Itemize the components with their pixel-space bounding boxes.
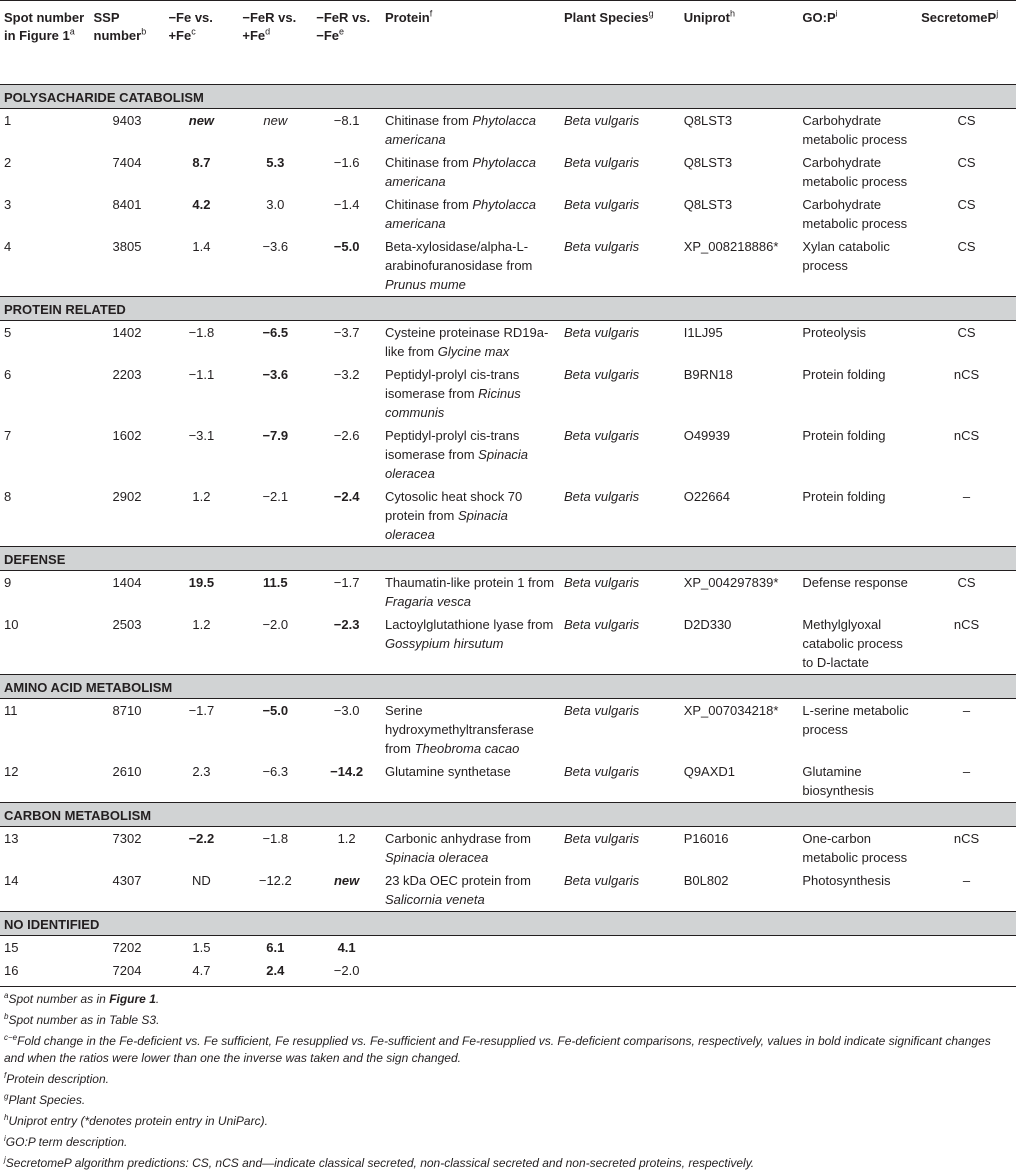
cell-spot: 10 (4, 617, 19, 632)
cell-species: Beta vulgaris (564, 831, 640, 846)
cell-spot: 3 (4, 197, 12, 212)
cell-go: Carbohydrate metabolic process (802, 113, 908, 147)
cell-species: Beta vulgaris (564, 113, 640, 128)
cell-secretome: nCS (953, 831, 980, 846)
cell-fer-vs-fe: new (263, 113, 288, 128)
cell-fer-vs-fe: −6.5 (262, 325, 289, 340)
protein-organism: Spinacia oleracea (384, 508, 508, 542)
cell-secretome: – (962, 489, 971, 504)
cell-species: Beta vulgaris (564, 155, 640, 170)
cell-protein (381, 936, 560, 960)
cell-fe-vs-fe: 1.4 (192, 239, 211, 254)
cell-secretome: CS (957, 325, 976, 340)
header-go: $GO:P^i$ (802, 8, 838, 25)
cell-fer-vs-minus-fe: −3.2 (333, 367, 360, 382)
cell-protein (381, 571, 560, 614)
cell-fer-vs-minus-fe: −2.0 (312, 959, 381, 987)
table-row (0, 827, 1016, 870)
cell-fer-vs-minus-fe: 4.1 (337, 940, 356, 955)
table-row (0, 571, 1016, 614)
protein-name: Peptidyl-prolyl cis-trans isomerase from (384, 367, 520, 401)
cell-go: Defense response (802, 575, 908, 590)
footnote-a: $^a$Spot number as in Figure 1. (4, 991, 160, 1006)
table-header (0, 1, 1016, 85)
cell-spot: 8 (4, 489, 12, 504)
table-row (0, 235, 1016, 297)
cell-protein (381, 424, 560, 485)
cell-secretome: CS (957, 239, 976, 254)
cell-fer-vs-fe: −2.1 (262, 489, 289, 504)
section-header-row (0, 912, 1016, 936)
header-fe-vs-fe: −Fe vs. $+Fe^c$ (168, 10, 213, 43)
cell-species: Beta vulgaris (564, 197, 640, 212)
cell-go: Protein folding (802, 489, 886, 504)
cell-fer-vs-fe: −5.0 (262, 703, 289, 718)
cell-secretome: CS (957, 155, 976, 170)
cell-uniprot: D2D330 (683, 617, 732, 632)
table-row (0, 613, 1016, 675)
cell-ssp: 1402 (112, 325, 142, 340)
cell-ssp: 4307 (112, 873, 142, 888)
cell-spot: 9 (4, 575, 12, 590)
protein-name: Lactoylglutathione lyase from (384, 617, 554, 632)
cell-fer-vs-fe: 2.4 (238, 959, 312, 987)
cell-protein (381, 869, 560, 912)
header-species: Plant Species$^g$ (564, 8, 654, 25)
protein-name: Thaumatin-like protein 1 from (384, 575, 555, 590)
section-header-row (0, 297, 1016, 321)
cell-species: Beta vulgaris (564, 428, 640, 443)
protein-name: Cysteine proteinase RD19a-like from (384, 325, 549, 359)
cell-species: Beta vulgaris (564, 617, 640, 632)
cell-ssp: 7302 (112, 831, 142, 846)
cell-protein (381, 959, 560, 987)
protein-organism: Spinacia oleracea (384, 447, 529, 481)
protein-organism: Phytolacca americana (384, 113, 536, 147)
table-row (0, 959, 1016, 987)
section-title: DEFENSE (0, 547, 1016, 571)
protein-organism: Phytolacca americana (384, 197, 536, 231)
cell-go: Carbohydrate metabolic process (802, 197, 908, 231)
cell-species (560, 936, 680, 960)
cell-protein (381, 321, 560, 364)
protein-organism: Gossypium hirsutum (384, 636, 504, 651)
cell-ssp: 1602 (112, 428, 142, 443)
protein-organism: Fragaria vesca (384, 594, 471, 609)
header-spot: Spot number in Figure 1$^a$ (4, 10, 85, 43)
cell-fer-vs-minus-fe: −5.0 (333, 239, 360, 254)
cell-species: Beta vulgaris (564, 489, 640, 504)
cell-go: One-carbon metabolic process (802, 831, 908, 865)
cell-fe-vs-fe: 1.2 (192, 617, 211, 632)
cell-go: Protein folding (802, 367, 886, 382)
cell-fe-vs-fe: −1.8 (188, 325, 215, 340)
cell-uniprot: Q8LST3 (683, 197, 733, 212)
cell-spot: 1 (4, 113, 12, 128)
cell-fer-vs-minus-fe: new (333, 873, 360, 888)
cell-spot: 5 (4, 325, 12, 340)
section-header-row (0, 85, 1016, 109)
cell-go: L-serine metabolic process (802, 703, 909, 737)
cell-spot: 7 (4, 428, 12, 443)
cell-secretome: CS (957, 197, 976, 212)
cell-spot: 4 (4, 239, 12, 254)
cell-fe-vs-fe: −2.2 (188, 831, 215, 846)
protein-name: Chitinase from (384, 197, 473, 212)
section-title: PROTEIN RELATED (0, 297, 1016, 321)
protein-name: Beta-xylosidase/alpha-L-arabinofuranosidase from (384, 239, 533, 273)
protein-organism: Theobroma cacao (414, 741, 520, 756)
cell-protein (381, 613, 560, 675)
cell-species: Beta vulgaris (564, 764, 640, 779)
cell-fer-vs-fe: −12.2 (258, 873, 292, 888)
table-row (0, 151, 1016, 193)
cell-secretome: nCS (953, 617, 980, 632)
protein-name: Peptidyl-prolyl cis-trans isomerase from (384, 428, 520, 462)
cell-fe-vs-fe: new (188, 113, 215, 128)
section-title: NO IDENTIFIED (0, 912, 1016, 936)
cell-go: Proteolysis (802, 325, 866, 340)
footnote-g: $^g$Plant Species. (4, 1092, 86, 1107)
cell-spot: 15 (4, 940, 19, 955)
protein-name: Serine hydroxymethyltransferase from (384, 703, 534, 756)
protein-organism: Phytolacca americana (384, 155, 536, 189)
footnotes (4, 987, 1014, 1172)
cell-protein (381, 485, 560, 547)
cell-secretome: – (962, 764, 971, 779)
cell-uniprot (680, 936, 799, 960)
cell-protein (381, 760, 560, 803)
table-body (0, 85, 1016, 987)
cell-ssp: 2203 (112, 367, 142, 382)
section-header-row (0, 547, 1016, 571)
cell-species: Beta vulgaris (564, 325, 640, 340)
footnote-h: $^h$Uniprot entry (*denotes protein entry in UniParc). (4, 1113, 268, 1128)
cell-uniprot: XP_007034218* (683, 703, 779, 718)
protein-organism: Ricinus communis (384, 386, 521, 420)
header-fer-vs-fe: −FeR vs. $+Fe^d$ (242, 10, 297, 43)
cell-ssp: 8401 (112, 197, 142, 212)
cell-fer-vs-minus-fe: −2.4 (333, 489, 360, 504)
table-row (0, 109, 1016, 152)
protein-name: Glutamine synthetase (384, 764, 511, 779)
cell-protein (381, 235, 560, 297)
cell-fe-vs-fe: −1.7 (188, 703, 215, 718)
cell-fe-vs-fe: 19.5 (188, 575, 215, 590)
cell-species: Beta vulgaris (564, 873, 640, 888)
cell-fer-vs-fe: −3.6 (262, 239, 289, 254)
protein-organism: Glycine max (437, 344, 510, 359)
cell-protein (381, 151, 560, 193)
cell-go: Methylglyoxal catabolic process to D-lactate (802, 617, 903, 670)
cell-spot: 16 (0, 959, 90, 987)
header-fer-vs-minus-fe: −FeR vs. $-Fe^e$ (316, 10, 371, 43)
table-row (0, 936, 1016, 960)
cell-ssp: 3805 (112, 239, 142, 254)
table-row (0, 363, 1016, 424)
header-uniprot: Uniprot$^h$ (683, 8, 735, 25)
cell-secretome: CS (957, 575, 976, 590)
cell-fe-vs-fe: −1.1 (188, 367, 215, 382)
cell-fe-vs-fe: 1.2 (192, 489, 211, 504)
table-row (0, 760, 1016, 803)
cell-fer-vs-minus-fe: −8.1 (333, 113, 360, 128)
cell-go: Glutamine biosynthesis (802, 764, 874, 798)
cell-secretome: CS (957, 113, 976, 128)
cell-ssp: 2902 (112, 489, 142, 504)
footnote-b: $^b$Spot number as in Table S3. (4, 1012, 160, 1027)
cell-fer-vs-minus-fe: −2.3 (333, 617, 360, 632)
cell-go: Protein folding (802, 428, 886, 443)
cell-ssp: 7202 (112, 940, 142, 955)
cell-go (798, 936, 917, 960)
cell-fer-vs-fe: 6.1 (266, 940, 285, 955)
cell-uniprot: XP_008218886* (683, 239, 779, 254)
cell-uniprot: I1LJ95 (683, 325, 723, 340)
header-protein: Protein$^f$ (384, 8, 433, 25)
cell-fer-vs-fe: 3.0 (266, 197, 285, 212)
cell-fer-vs-minus-fe: −14.2 (330, 764, 364, 779)
protein-organism: Prunus mume (384, 277, 466, 292)
protein-name: 23 kDa OEC protein from (384, 873, 531, 888)
cell-go: Photosynthesis (802, 873, 891, 888)
cell-ssp: 8710 (112, 703, 142, 718)
cell-fer-vs-minus-fe: −1.4 (333, 197, 360, 212)
cell-ssp: 9403 (112, 113, 142, 128)
cell-ssp: 2503 (112, 617, 142, 632)
cell-uniprot: Q9AXD1 (683, 764, 736, 779)
cell-go (798, 959, 917, 987)
cell-spot: 14 (4, 873, 19, 888)
cell-ssp: 7404 (112, 155, 142, 170)
cell-fe-vs-fe: 2.3 (192, 764, 211, 779)
cell-species: Beta vulgaris (564, 703, 640, 718)
protein-name: Chitinase from (384, 155, 473, 170)
cell-fe-vs-fe: 1.5 (192, 940, 211, 955)
section-title: POLYSACHARIDE CATABOLISM (0, 85, 1016, 109)
cell-fer-vs-fe: −1.8 (262, 831, 289, 846)
cell-spot: 6 (4, 367, 12, 382)
table-row (0, 424, 1016, 485)
protein-name: Chitinase from (384, 113, 473, 128)
cell-spot: 11 (4, 703, 18, 718)
cell-uniprot: O22664 (683, 489, 730, 504)
table-row (0, 869, 1016, 912)
cell-species: Beta vulgaris (564, 367, 640, 382)
cell-fe-vs-fe: 8.7 (192, 155, 211, 170)
cell-go: Carbohydrate metabolic process (802, 155, 908, 189)
cell-protein (381, 109, 560, 152)
footnote-i: $^i$GO:P term description. (4, 1134, 128, 1149)
section-header-row (0, 803, 1016, 827)
cell-secretome (917, 959, 1016, 987)
cell-fer-vs-fe: 5.3 (266, 155, 285, 170)
footnote-f: $^f$Protein description. (4, 1071, 109, 1086)
header-ssp: SSP number$^b$ (93, 10, 147, 43)
cell-secretome: – (962, 873, 971, 888)
cell-fer-vs-fe: 11.5 (263, 575, 288, 590)
cell-uniprot (680, 959, 799, 987)
cell-uniprot: O49939 (683, 428, 730, 443)
cell-secretome (917, 936, 1016, 960)
cell-fe-vs-fe: ND (192, 873, 211, 888)
footnote-c-e: $^{c-e}$Fold change in the Fe-deficient vs. Fe sufficient, Fe resupplied vs. Fe-sufficient and Fe-resupplied vs. Fe-deficient comparisons, respectively, values in bold indicate significant changes and when the ratios were lower than one the inverse was taken and the sign changed. (4, 1033, 991, 1065)
section-title: AMINO ACID METABOLISM (0, 675, 1016, 699)
protein-name: Carbonic anhydrase from (384, 831, 531, 846)
cell-fer-vs-minus-fe: 1.2 (337, 831, 356, 846)
cell-spot: 2 (4, 155, 12, 170)
cell-fer-vs-fe: −3.6 (262, 367, 289, 382)
cell-uniprot: Q8LST3 (683, 155, 733, 170)
cell-fer-vs-minus-fe: −2.6 (333, 428, 360, 443)
cell-uniprot: B9RN18 (683, 367, 733, 382)
cell-ssp: 1404 (112, 575, 142, 590)
cell-ssp: 7204 (90, 959, 165, 987)
cell-ssp: 2610 (112, 764, 142, 779)
cell-uniprot: B0L802 (683, 873, 729, 888)
cell-spot: 13 (4, 831, 19, 846)
table-row (0, 485, 1016, 547)
protein-organism: Salicornia veneta (384, 892, 485, 907)
protein-organism: Spinacia oleracea (384, 850, 489, 865)
cell-fer-vs-fe: −6.3 (262, 764, 289, 779)
protein-name: Cytosolic heat shock 70 protein from (384, 489, 523, 523)
cell-secretome: nCS (953, 428, 980, 443)
section-title: CARBON METABOLISM (0, 803, 1016, 827)
cell-protein (381, 699, 560, 761)
cell-fe-vs-fe: 4.7 (164, 959, 238, 987)
cell-fe-vs-fe: 4.2 (192, 197, 211, 212)
table-row (0, 321, 1016, 364)
footnote-j: $^j$SecretomeP algorithm predictions: CS, nCS and—indicate classical secreted, non-classical secreted and non-secreted proteins, respectively. (4, 1155, 755, 1170)
cell-go: Xylan catabolic process (802, 239, 890, 273)
cell-secretome: nCS (953, 367, 980, 382)
cell-fe-vs-fe: −3.1 (188, 428, 215, 443)
header-secretome: SecretomeP$^j$ (921, 8, 999, 25)
cell-fer-vs-minus-fe: −1.6 (333, 155, 360, 170)
section-header-row (0, 675, 1016, 699)
cell-species (560, 959, 680, 987)
cell-species: Beta vulgaris (564, 239, 640, 254)
cell-fer-vs-fe: −7.9 (262, 428, 289, 443)
cell-fer-vs-minus-fe: −3.0 (333, 703, 360, 718)
table-row (0, 699, 1016, 761)
cell-secretome: – (962, 703, 971, 718)
cell-spot: 12 (4, 764, 19, 779)
cell-fer-vs-minus-fe: −1.7 (333, 575, 360, 590)
cell-protein (381, 827, 560, 870)
cell-fer-vs-minus-fe: −3.7 (333, 325, 360, 340)
cell-protein (381, 363, 560, 424)
cell-uniprot: P16016 (683, 831, 729, 846)
table-row (0, 193, 1016, 235)
cell-uniprot: Q8LST3 (683, 113, 733, 128)
cell-protein (381, 193, 560, 235)
cell-species: Beta vulgaris (564, 575, 640, 590)
cell-fer-vs-fe: −2.0 (262, 617, 289, 632)
cell-uniprot: XP_004297839* (683, 575, 779, 590)
